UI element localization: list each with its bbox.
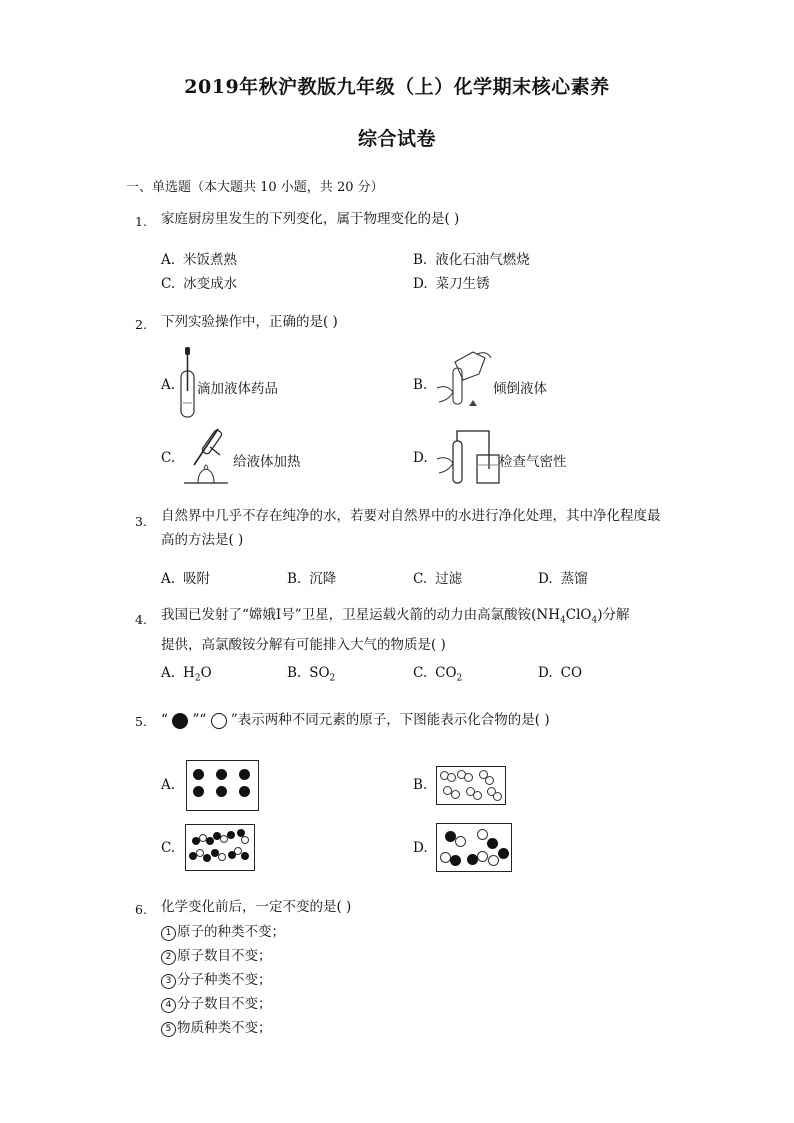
question-number: 6. [135, 902, 147, 917]
option-d-label[interactable]: D. [413, 840, 428, 856]
option-c[interactable]: C. 冰变成水 [161, 276, 238, 292]
option-a[interactable]: A. $H_2O$ [161, 665, 212, 684]
diagram-b [436, 766, 506, 805]
option-d-text: 检查气密性 [499, 454, 567, 470]
question-number: 4. [135, 612, 147, 627]
option-b-text: 倾倒液体 [493, 381, 547, 397]
option-c[interactable]: C. $CO_2$ [413, 665, 463, 684]
question-text: 我国已发射了“嫦娥Ⅰ号”卫星，卫星运载火箭的动力由高氯酸铵$(NH_4ClO_4)$分解 提供，高氯酸铵分解有可能排入大气的物质是( ) [161, 607, 630, 653]
option-b-label[interactable]: B. [413, 777, 428, 793]
heating-tube-icon [180, 425, 235, 487]
question-number: 1. [135, 214, 147, 229]
option-c-label[interactable]: C. [161, 450, 176, 466]
option-d[interactable]: D. 菜刀生锈 [413, 276, 490, 292]
option-a-text: 滴加液体药品 [197, 381, 278, 397]
dropper-icon [178, 347, 198, 419]
question-text: “ ”“ ”表示两种不同元素的原子，下图能表示化合物的是( ) [161, 712, 550, 728]
option-c-label[interactable]: C. [161, 840, 176, 856]
hollow-atom-icon [211, 713, 227, 729]
list-item: 5 物质种类不变； [161, 1016, 272, 1037]
diagram-d [436, 823, 512, 872]
list-item: 3 分子种类不变； [161, 968, 272, 989]
question-text: 自然界中几乎不存在纯净的水，若要对自然界中的水进行净化处理，其中净化程度最高的方法是( ) [161, 508, 661, 548]
question-text: 化学变化前后，一定不变的是( ) [161, 899, 352, 915]
diagram-a [186, 760, 259, 811]
option-c[interactable]: C. 过滤 [413, 571, 463, 587]
page-title: 2019年秋沪教版九年级（上）化学期末核心素养 [184, 76, 610, 98]
option-b-label[interactable]: B. [413, 377, 428, 393]
airtightness-check-icon [433, 425, 501, 489]
question-number: 5. [135, 714, 147, 729]
list-item: 2 原子数目不变； [161, 944, 272, 965]
section-heading: 一、单选题（本大题共 10 小题，共 20 分） [126, 180, 384, 195]
option-a-label[interactable]: A. [161, 777, 176, 793]
option-d[interactable]: D. 蒸馏 [538, 571, 588, 587]
option-d-label[interactable]: D. [413, 450, 428, 466]
option-a[interactable]: A. 米饭煮熟 [161, 252, 238, 268]
option-b[interactable]: B. 沉降 [287, 571, 337, 587]
option-a-label[interactable]: A. [161, 377, 176, 393]
diagram-c [185, 824, 255, 871]
option-d[interactable]: D. CO [538, 665, 583, 681]
page-subtitle: 综合试卷 [357, 128, 436, 150]
option-a[interactable]: A. 吸附 [161, 571, 211, 587]
list-item: 1 原子的种类不变； [161, 920, 285, 941]
question-text: 家庭厨房里发生的下列变化，属于物理变化的是( ) [161, 211, 460, 227]
option-b[interactable]: B. $SO_2$ [287, 665, 336, 684]
option-b[interactable]: B. 液化石油气燃烧 [413, 252, 530, 268]
list-item: 4 分子数目不变； [161, 992, 272, 1013]
solid-atom-icon [172, 713, 188, 729]
question-text: 下列实验操作中，正确的是( ) [161, 314, 338, 330]
pouring-liquid-icon [433, 348, 493, 418]
option-c-text: 给液体加热 [233, 454, 301, 470]
question-number: 3. [135, 514, 147, 529]
question-number: 2. [135, 317, 147, 332]
